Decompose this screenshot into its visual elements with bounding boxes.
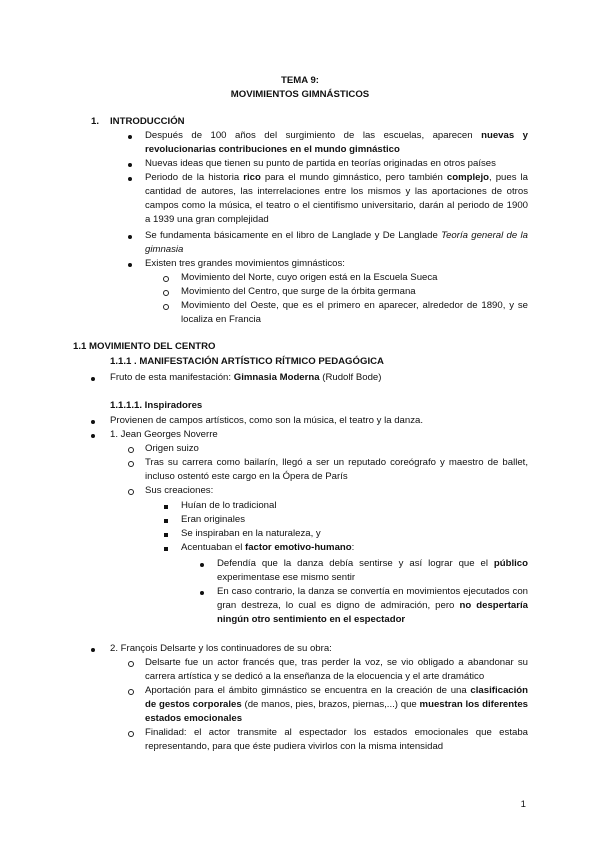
bullet-icon <box>91 434 95 438</box>
provienen-line: Provienen de campos artísticos, como son la música, el teatro y la danza. <box>110 415 424 426</box>
delsarte-1-line2: carrera artística y se dedicó a la enseñanza de la elocuencia y el arte dramático <box>145 671 485 682</box>
noverre-career-line1: Tras su carrera como bailarín, llegó a ser un reputado coreógrafo y maestro de ballet, <box>145 457 528 468</box>
delsarte-3-line1: Finalidad: el actor transmite al espectador los estados emocionales que estaba <box>145 727 528 738</box>
delsarte-heading: 2. François Delsarte y los continuadores de su obra: <box>110 643 332 654</box>
bullet-icon <box>200 591 204 595</box>
bullet-icon <box>128 135 132 139</box>
bullet-icon <box>200 563 204 567</box>
intro-bullet-3-line3: campos como la música, el teatro o el cientifismo universitario, darán al periodo de 1900 <box>145 200 528 211</box>
bullet-icon <box>128 163 132 167</box>
section-heading: INTRODUCCIÓN <box>110 116 185 127</box>
intro-bullet-5: Existen tres grandes movimientos gimnásticos: <box>145 258 345 269</box>
intro-bullet-2: Nuevas ideas que tienen su punto de partida en teorías originadas en otros países <box>145 158 496 169</box>
bullet-icon <box>91 377 95 381</box>
topic-number: TEMA 9: <box>280 75 320 86</box>
intro-bullet-4-line1: Se fundamenta básicamente en el libro de Langlade y De Langlade Teoría general de la <box>145 230 528 241</box>
delsarte-1-line1: Delsarte fue un actor francés que, tras perder la voz, se vio obligado a abandonar su <box>145 657 528 668</box>
creation-3: Se inspiraban en la naturaleza, y <box>181 528 321 539</box>
noverre-creations: Sus creaciones: <box>145 485 214 496</box>
square-bullet-icon <box>164 533 168 537</box>
detail-2-line1: En caso contrario, la danza se convertía en movimientos ejecutados con <box>217 586 528 597</box>
bullet-icon <box>128 263 132 267</box>
delsarte-2-line1: Aportación para el ámbito gimnástico se encuentra en la creación de una clasificación <box>145 685 528 696</box>
movement-west-line2: localiza en Francia <box>181 314 261 325</box>
bullet-icon <box>128 235 132 239</box>
subsubsection-heading: 1.1.1 . MANIFESTACIÓN ARTÍSTICO RÍTMICO PEDAGÓGICA <box>110 356 384 367</box>
intro-bullet-3-line4: a 1939 una gran complejidad <box>145 214 269 225</box>
circle-bullet-icon <box>128 661 134 667</box>
movement-center: Movimiento del Centro, que surge de la órbita germana <box>181 286 416 297</box>
intro-bullet-4-line2: gimnasia <box>145 244 184 255</box>
circle-bullet-icon <box>128 461 134 467</box>
noverre-origin: Origen suizo <box>145 443 199 454</box>
circle-bullet-icon <box>163 276 169 282</box>
circle-bullet-icon <box>163 304 169 310</box>
intro-bullet-1-line2: revolucionarias contribuciones en el mundo gimnástico <box>145 144 400 155</box>
circle-bullet-icon <box>128 489 134 495</box>
page-number: 1 <box>520 799 526 810</box>
intro-bullet-1-line1: Después de 100 años del surgimiento de las escuelas, aparecen nuevas y <box>145 130 528 141</box>
circle-bullet-icon <box>128 731 134 737</box>
delsarte-3-line2: representando, para que éste pudiera vivirlos con la misma intensidad <box>145 741 444 752</box>
noverre-career-line2: incluso ostentó este cargo en la Ópera de París <box>145 471 348 482</box>
movement-west-line1: Movimiento del Oeste, que es el primero en aparecer, alrededor de 1890, y se <box>181 300 528 311</box>
detail-1-line2: experimentase ese mismo sentir <box>217 572 356 583</box>
creation-4: Acentuaban el factor emotivo-humano: <box>181 542 355 553</box>
detail-2-line2: gran destreza, lo cual es digno de admiración, pero no despertaría <box>217 600 528 611</box>
section-number: 1. <box>91 116 100 127</box>
detail-2-line3: ningún otro sentimiento en el espectador <box>217 614 406 625</box>
square-bullet-icon <box>164 505 168 509</box>
square-bullet-icon <box>164 547 168 551</box>
bullet-icon <box>128 177 132 181</box>
circle-bullet-icon <box>128 447 134 453</box>
bullet-icon <box>91 420 95 424</box>
creation-1: Huían de lo tradicional <box>181 500 277 511</box>
intro-bullet-3-line1: Periodo de la historia rico para el mundo gimnástico, pero también complejo, pues la <box>145 172 528 183</box>
inspiradores-heading: 1.1.1.1. Inspiradores <box>110 400 203 411</box>
delsarte-2-line3: estados emocionales <box>145 713 243 724</box>
page-title: MOVIMIENTOS GIMNÁSTICOS <box>230 89 370 100</box>
creation-2: Eran originales <box>181 514 245 525</box>
noverre-heading: 1. Jean Georges Noverre <box>110 429 218 440</box>
delsarte-2-line2: de gestos corporales (de manos, pies, brazos, piernas,...) que muestran los diferentes <box>145 699 528 710</box>
subsection-heading: 1.1 MOVIMIENTO DEL CENTRO <box>73 341 216 352</box>
circle-bullet-icon <box>128 689 134 695</box>
movement-north: Movimiento del Norte, cuyo origen está en la Escuela Sueca <box>181 272 438 283</box>
bullet-icon <box>91 648 95 652</box>
square-bullet-icon <box>164 519 168 523</box>
intro-bullet-3-line2: cantidad de autores, las interrelaciones entre los mismos y las aportaciones de otros <box>145 186 528 197</box>
circle-bullet-icon <box>163 290 169 296</box>
detail-1-line1: Defendía que la danza debía sentirse y así lograr que el público <box>217 558 528 569</box>
fruto-line: Fruto de esta manifestación: Gimnasia Moderna (Rudolf Bode) <box>110 372 382 383</box>
